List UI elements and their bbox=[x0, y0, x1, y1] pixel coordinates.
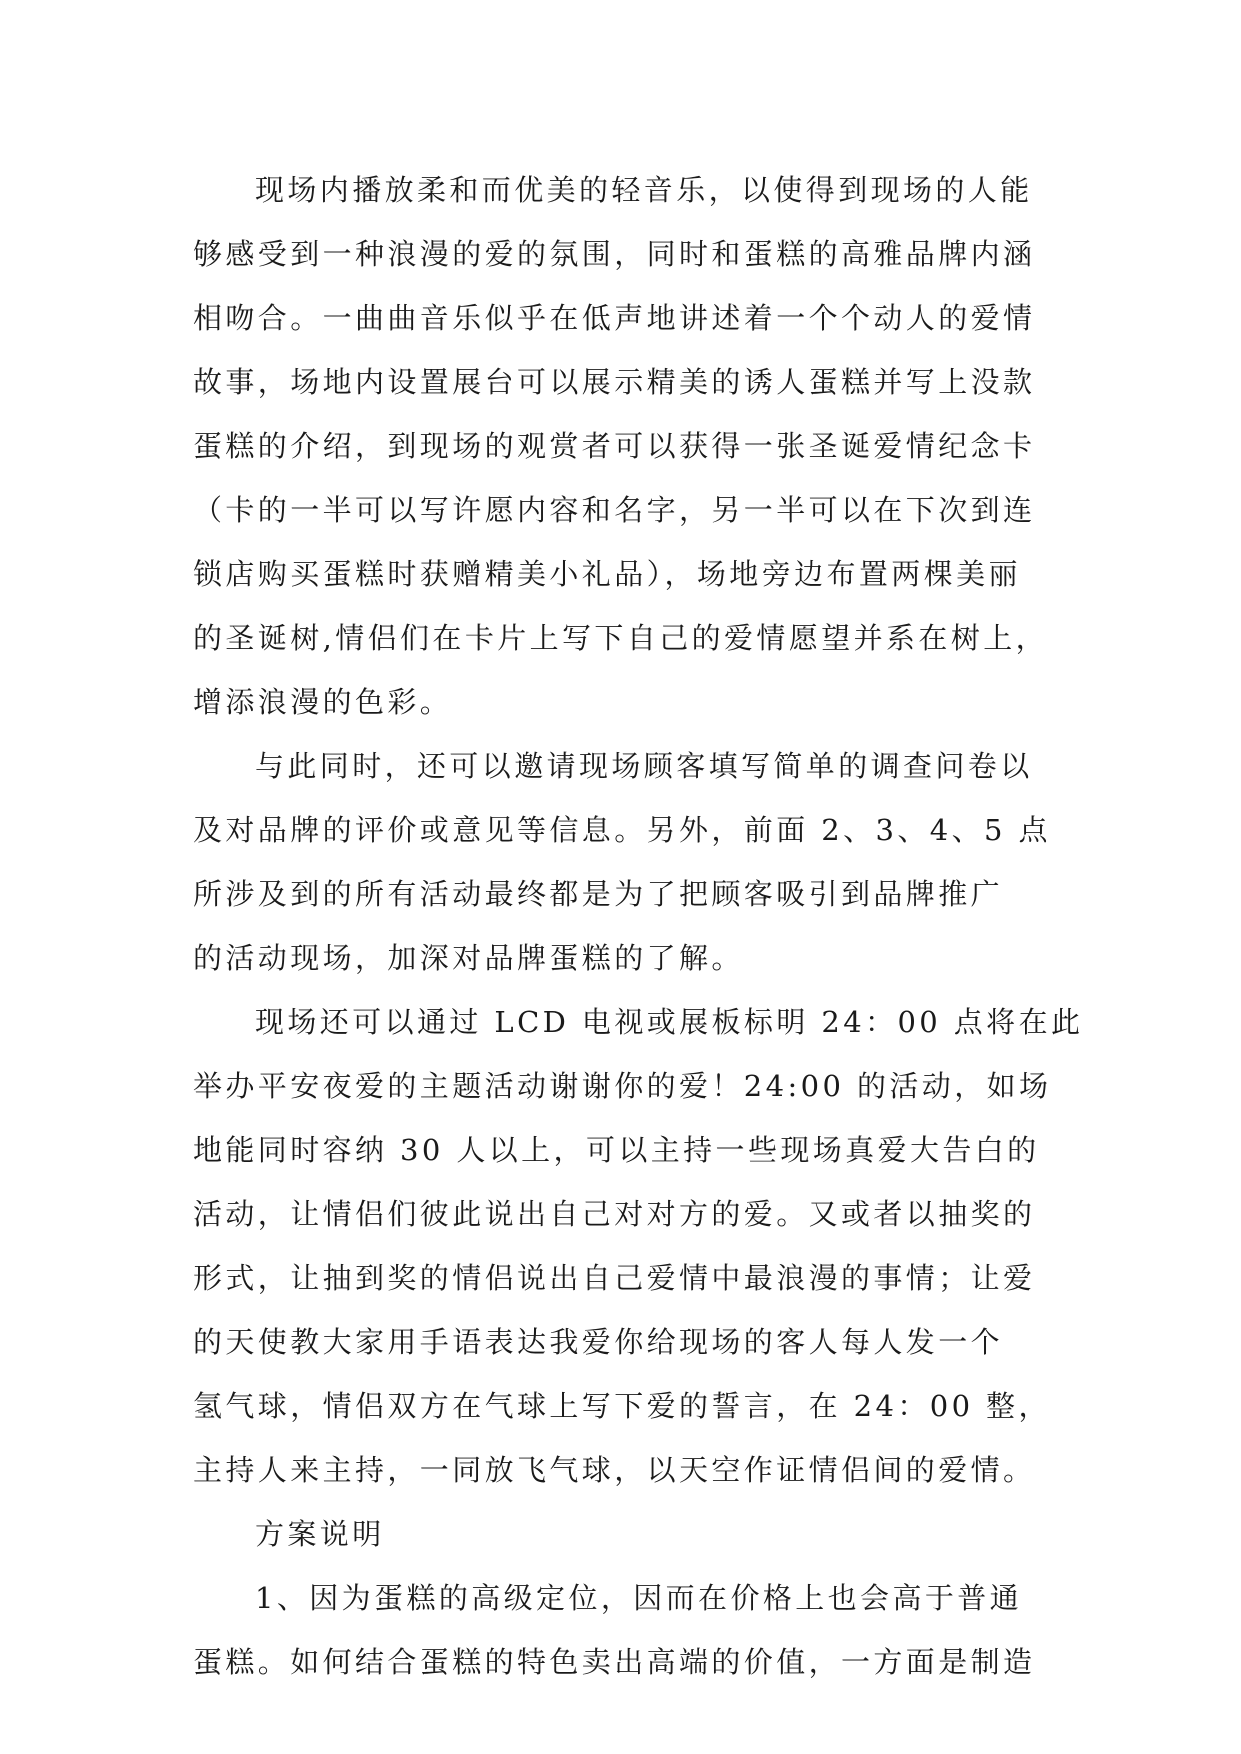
text-line: 蛋糕的介绍，到现场的观赏者可以获得一张圣诞爱情纪念卡 bbox=[193, 429, 1036, 463]
text-line: 所涉及到的所有活动最终都是为了把顾客吸引到品牌推广 bbox=[193, 877, 1004, 911]
text-line: 氢气球，情侣双方在气球上写下爱的誓言，在 24：00 整， bbox=[193, 1389, 1051, 1423]
text-line: 及对品牌的评价或意见等信息。另外，前面 2、3、4、5 点 bbox=[193, 813, 1051, 847]
text-line: 主持人来主持，一同放飞气球，以天空作证情侣间的爱情。 bbox=[193, 1453, 1036, 1487]
text-line: 现场内播放柔和而优美的轻音乐，以使得到现场的人能 bbox=[255, 173, 1033, 207]
text-line: 相吻合。一曲曲音乐似乎在低声地讲述着一个个动人的爱情 bbox=[193, 301, 1036, 335]
text-line: 地能同时容纳 30 人以上，可以主持一些现场真爱大告白的 bbox=[193, 1133, 1040, 1167]
text-line: 举办平安夜爱的主题活动谢谢你的爱！24:00 的活动，如场 bbox=[193, 1069, 1052, 1103]
section-heading: 方案说明 bbox=[255, 1517, 385, 1551]
text-line: 活动，让情侣们彼此说出自己对对方的爱。又或者以抽奖的 bbox=[193, 1197, 1036, 1231]
text-line: 蛋糕。如何结合蛋糕的特色卖出高端的价值，一方面是制造 bbox=[193, 1645, 1036, 1679]
text-line: 锁店购买蛋糕时获赠精美小礼品），场地旁边布置两棵美丽 bbox=[193, 557, 1021, 591]
text-line: 的圣诞树,情侣们在卡片上写下自己的爱情愿望并系在树上， bbox=[193, 621, 1049, 655]
document-body bbox=[193, 158, 1084, 1694]
text-line: 够感受到一种浪漫的爱的氛围，同时和蛋糕的高雅品牌内涵 bbox=[193, 237, 1036, 271]
text-line: 1、因为蛋糕的高级定位，因而在价格上也会高于普通 bbox=[255, 1581, 1023, 1615]
text-line: 与此同时，还可以邀请现场顾客填写简单的调查问卷以 bbox=[255, 749, 1033, 783]
text-line: 故事，场地内设置展台可以展示精美的诱人蛋糕并写上没款 bbox=[193, 365, 1036, 399]
text-line: 增添浪漫的色彩。 bbox=[193, 685, 453, 719]
text-line: 现场还可以通过 LCD 电视或展板标明 24：00 点将在此 bbox=[255, 1005, 1084, 1039]
text-line: 的天使教大家用手语表达我爱你给现场的客人每人发一个 bbox=[193, 1325, 1004, 1359]
text-line: 的活动现场，加深对品牌蛋糕的了解。 bbox=[193, 941, 744, 975]
text-line: （卡的一半可以写许愿内容和名字，另一半可以在下次到连 bbox=[193, 493, 1036, 527]
text-line: 形式，让抽到奖的情侣说出自己爱情中最浪漫的事情；让爱 bbox=[193, 1261, 1036, 1295]
